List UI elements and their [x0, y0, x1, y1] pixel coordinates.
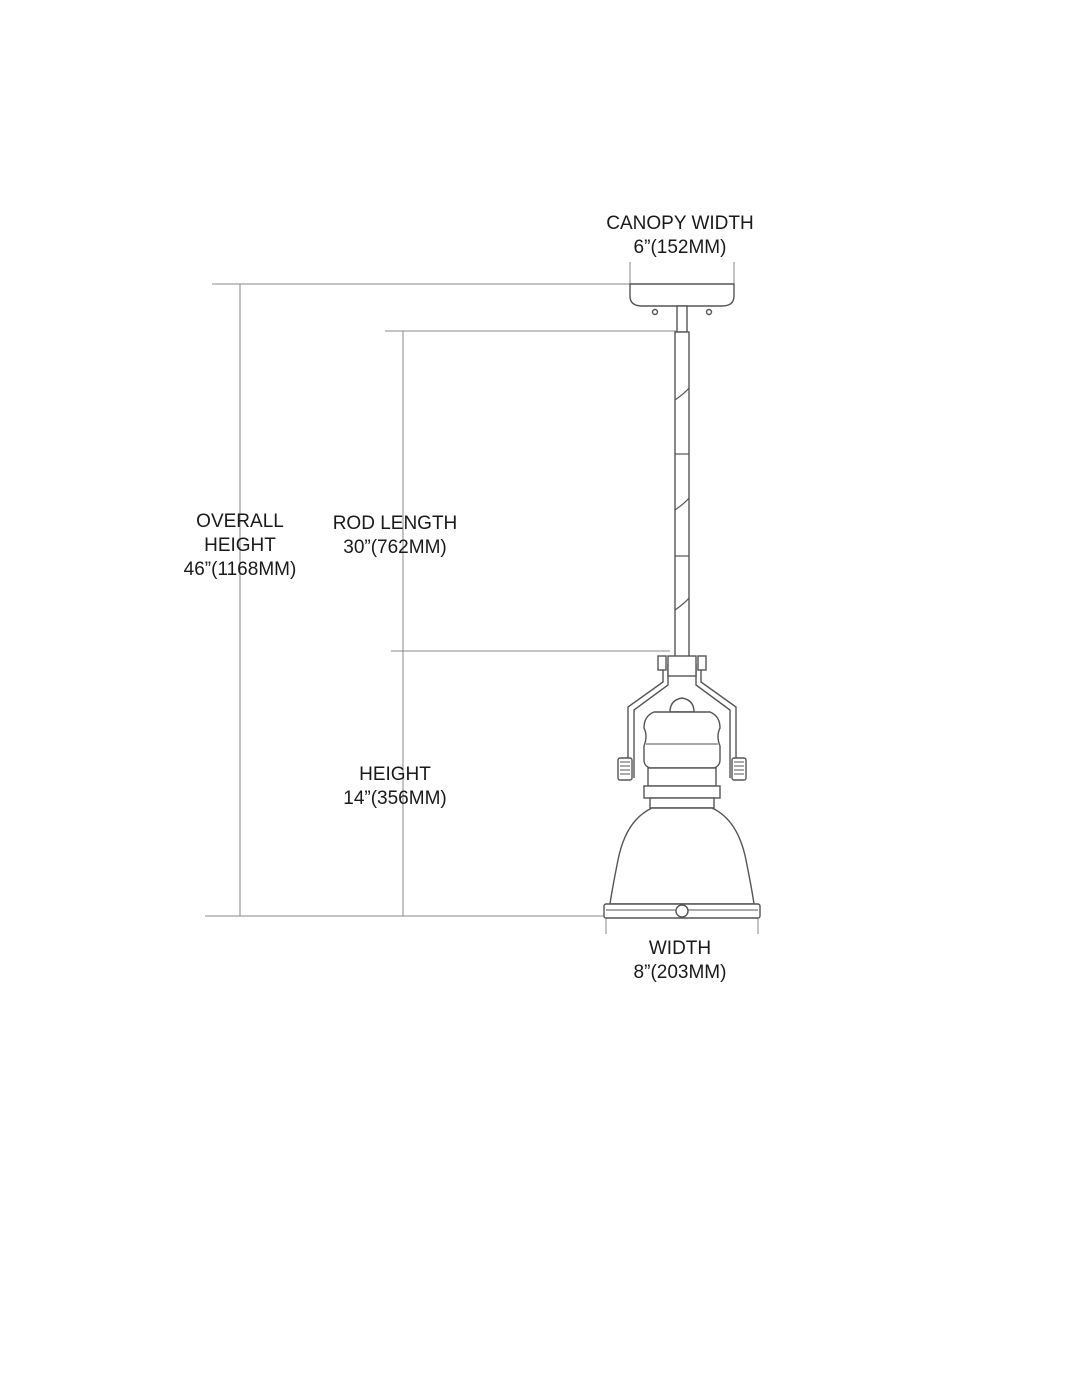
rod-length-value: 30”(762MM): [343, 537, 447, 558]
height-value: 14”(356MM): [343, 788, 447, 809]
height-title: HEIGHT: [359, 764, 431, 785]
shade-cap: [644, 712, 720, 768]
yoke-coupler: [668, 656, 696, 676]
overall-height-title-line2: HEIGHT: [204, 535, 276, 556]
shade-ring: [644, 786, 720, 798]
rim-screw-icon: [676, 905, 688, 917]
width-title: WIDTH: [648, 938, 712, 959]
canopy-icon: [630, 284, 734, 306]
finial: [670, 698, 694, 712]
overall-height-value: 46”(1168MM): [183, 559, 297, 580]
canopy-width-label: [560, 212, 800, 260]
shade-bell: [610, 808, 754, 904]
canopy-width-value: 6”(152MM): [633, 237, 727, 258]
overall-height-title-line1: OVERALL: [196, 511, 284, 532]
canopy-stem: [677, 306, 687, 332]
shade-neck: [650, 798, 714, 808]
rod-length-label: [300, 512, 490, 560]
width-label: [580, 937, 780, 985]
canopy-screw-left: [653, 310, 658, 315]
pendant-fixture: [604, 284, 760, 918]
yoke-tab-right: [698, 656, 706, 670]
knob-right-icon: [732, 758, 746, 780]
width-value: 8”(203MM): [633, 962, 727, 983]
canopy-width-title: CANOPY WIDTH: [606, 213, 754, 234]
knob-left-icon: [618, 758, 632, 780]
canopy-screw-right: [707, 310, 712, 315]
rod-length-title: ROD LENGTH: [332, 513, 458, 534]
height-label: [300, 763, 490, 811]
shade-collar: [648, 768, 716, 786]
yoke-tab-left: [658, 656, 666, 670]
